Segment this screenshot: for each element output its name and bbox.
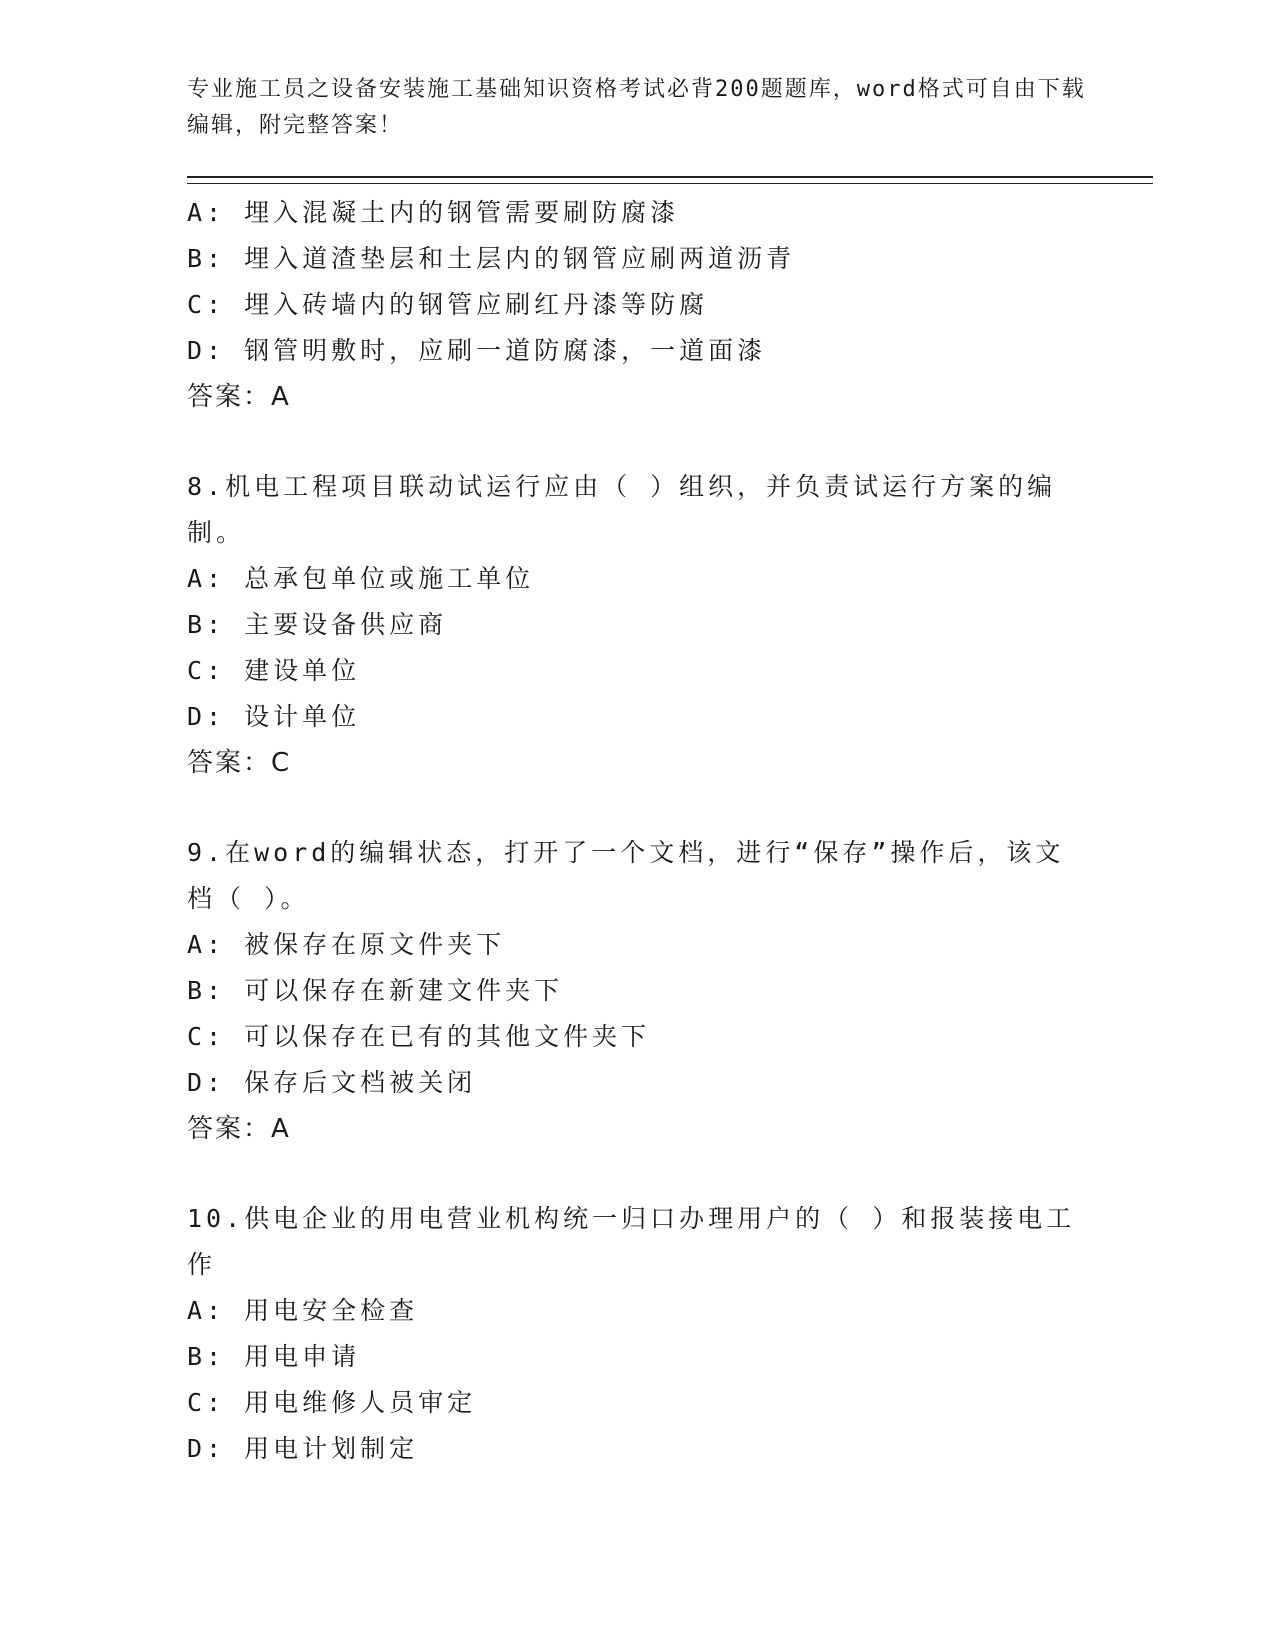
option-c: C: 可以保存在已有的其他文件夹下 — [187, 1022, 651, 1051]
option-a: A: 总承包单位或施工单位 — [187, 564, 535, 593]
option-a: A: 被保存在原文件夹下 — [187, 930, 506, 959]
document-body — [187, 190, 1087, 1472]
option-a: A: 用电安全检查 — [187, 1296, 419, 1325]
answer: 答案：C — [187, 748, 292, 778]
option-b: B: 埋入道渣垫层和土层内的钢管应刷两道沥青 — [187, 244, 796, 273]
option-c: C: 建设单位 — [187, 656, 361, 685]
option-a: A: 埋入混凝土内的钢管需要刷防腐漆 — [187, 198, 680, 227]
header-divider — [187, 176, 1153, 184]
option-b: B: 用电申请 — [187, 1342, 361, 1371]
question-8-text: 8.机电工程项目联动试运行应由（ ）组织，并负责试运行方案的编制。 — [187, 472, 1057, 547]
option-b: B: 可以保存在新建文件夹下 — [187, 976, 564, 1005]
option-d: D: 用电计划制定 — [187, 1434, 419, 1463]
option-d: D: 保存后文档被关闭 — [187, 1068, 477, 1097]
answer: 答案：A — [187, 1114, 291, 1144]
answer: 答案：A — [187, 382, 291, 412]
option-d: D: 钢管明敷时，应刷一道防腐漆，一道面漆 — [187, 336, 767, 365]
option-c: C: 埋入砖墙内的钢管应刷红丹漆等防腐 — [187, 290, 709, 319]
option-b: B: 主要设备供应商 — [187, 610, 448, 639]
question-9-text: 9.在word的编辑状态，打开了一个文档，进行“保存”操作后，该文档（ ）。 — [187, 838, 1065, 913]
option-c: C: 用电维修人员审定 — [187, 1388, 477, 1417]
option-d: D: 设计单位 — [187, 702, 361, 731]
document-header: 专业施工员之设备安装施工基础知识资格考试必背200题题库，word格式可自由下载编辑，附完整答案！ — [187, 77, 1086, 138]
question-10-text: 10.供电企业的用电营业机构统一归口办理用户的（ ）和报装接电工作 — [187, 1204, 1076, 1279]
